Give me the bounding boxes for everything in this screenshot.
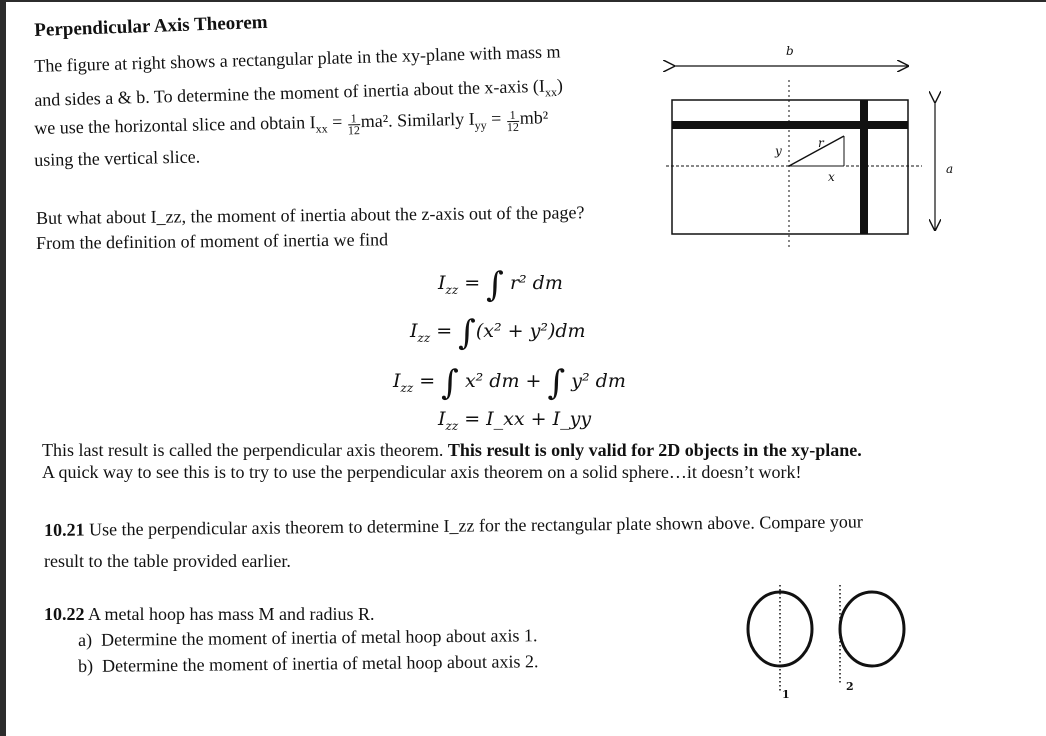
problem-10-21-line-2: result to the table provided earlier. [44, 551, 291, 571]
fraction-one-twelfth-a: $\frac{1}{12}$ [347, 111, 361, 138]
equation-1: $I_{zz}$ = ∫ r² dm [438, 265, 563, 305]
question-line-2: From the definition of moment of inertia we find [36, 229, 389, 253]
result-line-2: A quick way to see this is to try to use the perpendicular axis theorem on a solid sphere…it doesn’t work! [42, 462, 802, 482]
frame-left-edge [0, 0, 6, 736]
label-a: a [946, 162, 954, 176]
equation-3: $I_{zz}$ = ∫ x² dm + ∫ y² dm [393, 363, 626, 403]
radius-line [789, 136, 844, 166]
rectangular-plate-figure [640, 40, 970, 260]
label-y: y [775, 144, 782, 158]
label-x: x [828, 170, 835, 184]
fraction-one-twelfth-b: $\frac{1}{12}$ [506, 107, 520, 135]
label-r: r [818, 136, 824, 150]
frame-top-edge [0, 0, 1046, 2]
intro-line-1: The figure at right shows a rectangular plate in the xy-plane with mass m [34, 41, 561, 76]
intro-line-3: we use the horizontal slice and obtain $I_{xx}$ = $\frac{1}{12}$ ma². Similarly $I_{yy}$ = $\frac{1}{12}$ mb² [34, 107, 549, 138]
equation-2: $I_{zz} = \int(x^2 + y^2)dm$ [410, 313, 586, 353]
problem-10-22-part-a: a) Determine the moment of inertia of metal hoop about axis 1. [78, 625, 538, 650]
intro-line-4: using the vertical slice. [34, 146, 201, 170]
page-title: Perpendicular Axis Theorem [34, 11, 268, 41]
plate-rectangle [672, 100, 908, 234]
hoops-figure [735, 585, 925, 705]
problem-10-21-line-1: 10.21 Use the perpendicular axis theorem to determine I_zz for the rectangular plate shown above. Compare your [44, 511, 863, 540]
axis-1-label: 1 [782, 688, 790, 701]
label-b: b [786, 44, 794, 58]
equation-4: $I_{zz}$ = I_xx + I_yy [438, 408, 592, 433]
problem-10-22-line-1: 10.22 A metal hoop has mass M and radius R. [44, 604, 375, 624]
result-line-1: This last result is called the perpendicular axis theorem. This result is only valid for 2D objects in the xy-plane. [42, 440, 862, 460]
problem-10-22-part-b: b) Determine the moment of inertia of metal hoop about axis 2. [78, 651, 539, 676]
hoop-2 [840, 592, 904, 666]
vertical-slice [860, 100, 868, 234]
intro-line-2: and sides a & b. To determine the moment of inertia about the x-axis $(I_{xx})$ [34, 75, 564, 110]
axis-2-label: 2 [846, 680, 854, 693]
question-line-1: But what about I_zz, the moment of inertia about the z-axis out of the page? [36, 202, 585, 228]
horizontal-slice [672, 121, 908, 129]
